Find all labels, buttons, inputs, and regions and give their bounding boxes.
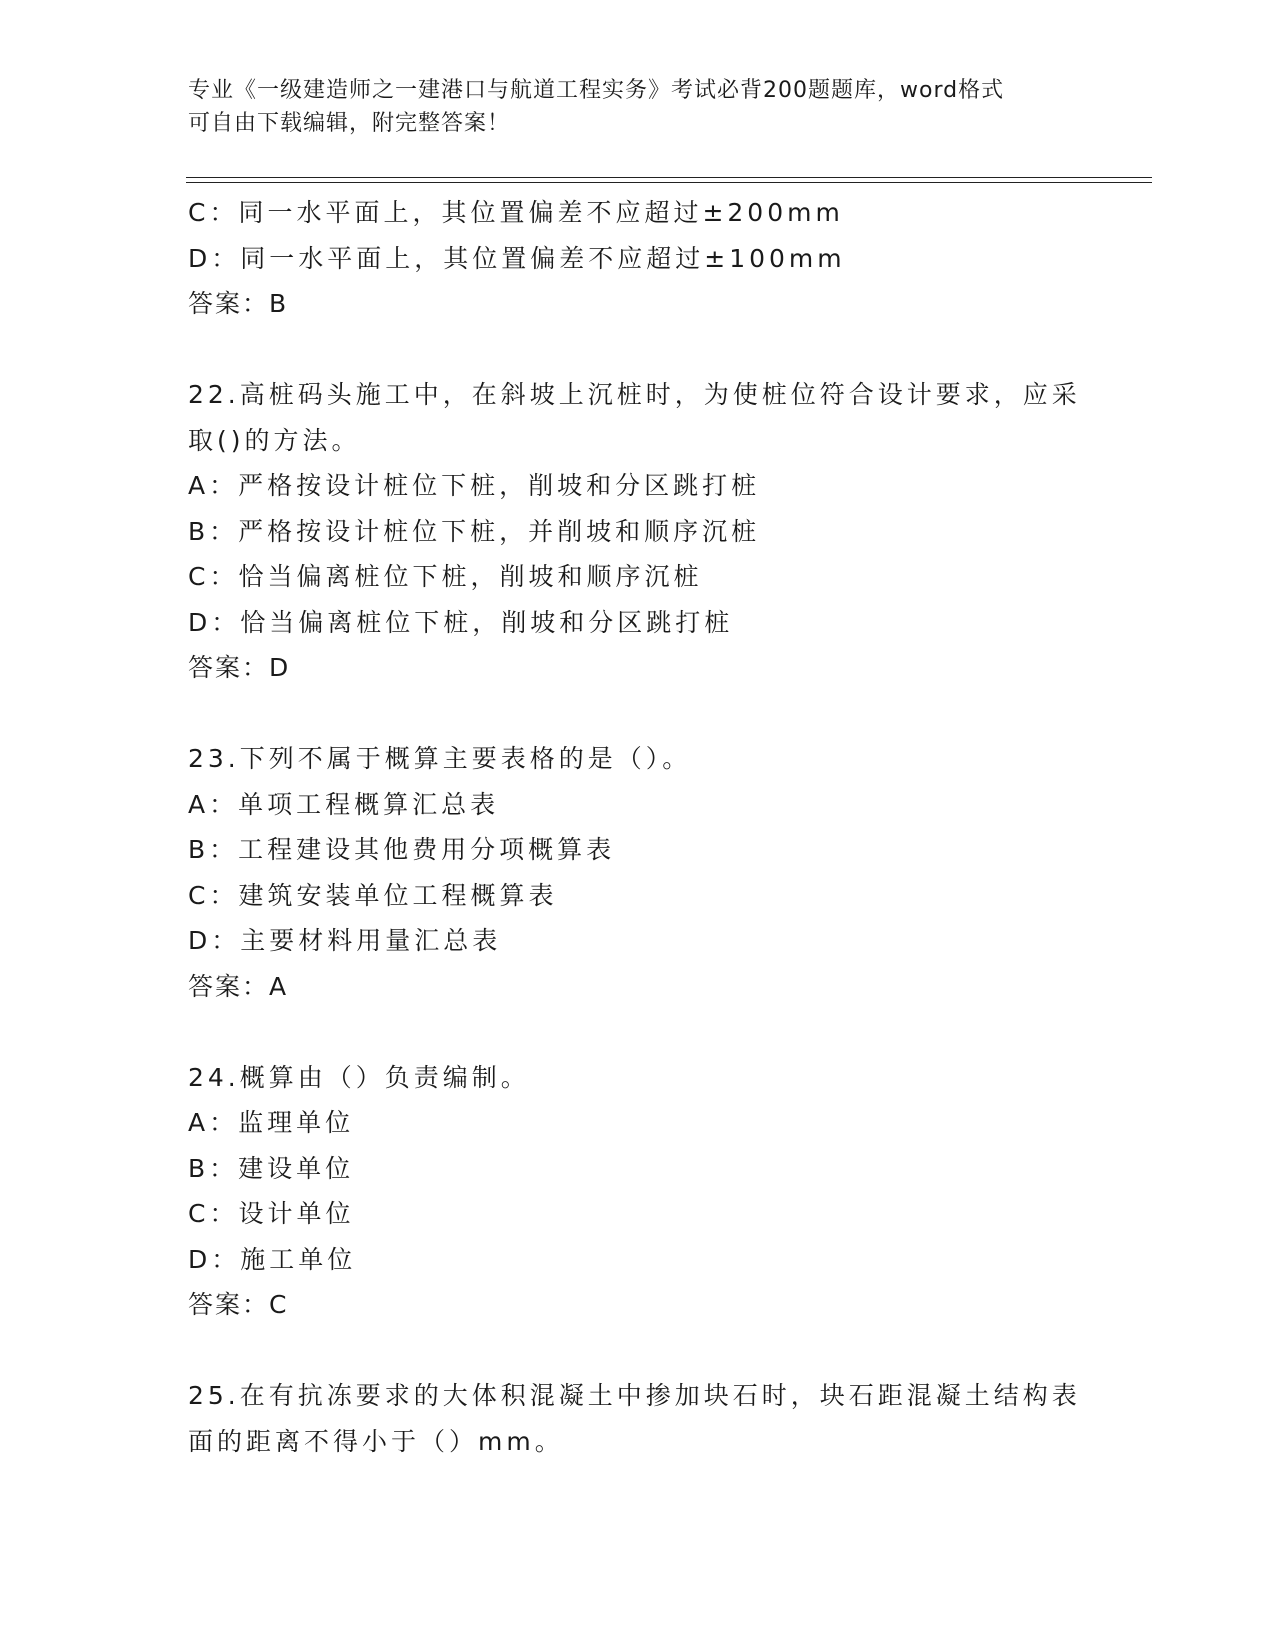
- question-stem-line: 25.在有抗冻要求的大体积混凝土中掺加块石时，块石距混凝土结构表: [188, 1381, 1081, 1410]
- option-c: C：建筑安装单位工程概算表: [188, 880, 558, 910]
- document-header: [188, 74, 1088, 140]
- question-stem-line: 23.下列不属于概算主要表格的是（）。: [188, 744, 692, 773]
- question-stem-line: 面的距离不得小于（）mm。: [188, 1426, 564, 1456]
- question-24: [188, 1055, 1088, 1328]
- answer-line: 答案：A: [188, 971, 289, 1001]
- option-b: B：建设单位: [188, 1153, 355, 1183]
- question-stem-line: 取()的方法。: [188, 425, 361, 455]
- answer-line: 答案：B: [188, 289, 289, 318]
- option-d: D：同一水平面上，其位置偏差不应超过±100mm: [188, 243, 846, 273]
- option-b: B：严格按设计桩位下桩，并削坡和顺序沉桩: [188, 516, 761, 546]
- header-line-2: 可自由下载编辑，附完整答案！: [188, 111, 511, 136]
- answer-line: 答案：D: [188, 653, 291, 682]
- option-c: C：同一水平面上，其位置偏差不应超过±200mm: [188, 198, 844, 227]
- question-stem-line: 22.高桩码头施工中，在斜坡上沉桩时，为使桩位符合设计要求，应采: [188, 380, 1081, 409]
- header-divider-bottom: [186, 182, 1152, 183]
- option-d: D：施工单位: [188, 1244, 357, 1274]
- question-23: [188, 736, 1088, 1009]
- option-a: A：单项工程概算汇总表: [188, 789, 500, 819]
- option-a: A：监理单位: [188, 1108, 355, 1137]
- option-d: D：主要材料用量汇总表: [188, 926, 502, 955]
- header-line-1: 专业《一级建造师之一建港口与航道工程实务》考试必背200题题库，word格式: [188, 78, 1005, 103]
- spacer: [188, 1328, 1088, 1374]
- option-c: C：设计单位: [188, 1199, 355, 1228]
- option-d: D：恰当偏离桩位下桩，削坡和分区跳打桩: [188, 607, 734, 637]
- question-stem-line: 24.概算由（）负责编制。: [188, 1062, 530, 1092]
- option-c: C：恰当偏离桩位下桩，削坡和顺序沉桩: [188, 562, 703, 591]
- carryover-question: [188, 190, 1088, 327]
- question-22: [188, 372, 1088, 691]
- spacer: [188, 691, 1088, 737]
- spacer: [188, 1009, 1088, 1055]
- answer-line: 答案：C: [188, 1290, 289, 1319]
- option-b: B：工程建设其他费用分项概算表: [188, 835, 616, 864]
- question-list: [188, 190, 1088, 1464]
- spacer: [188, 327, 1088, 373]
- question-25: [188, 1373, 1088, 1464]
- header-divider-top: [186, 177, 1152, 178]
- option-a: A：严格按设计桩位下桩，削坡和分区跳打桩: [188, 471, 761, 500]
